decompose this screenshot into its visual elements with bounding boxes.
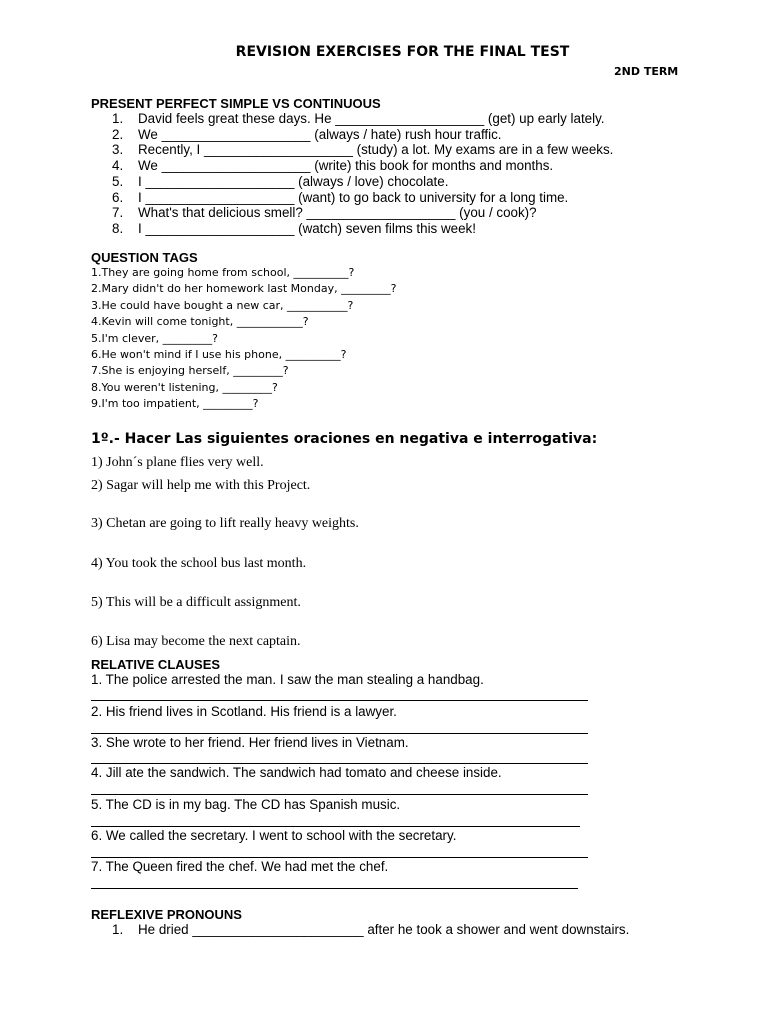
relative-clause-item: 7. The Queen fired the chef. We had met the chef. xyxy=(91,859,389,874)
list-item: 1. He dried _______________________ after he took a shower and went downstairs. xyxy=(112,922,630,937)
question-tag-item: 3.He could have bought a new car, ___________? xyxy=(91,298,354,312)
present-perfect-heading: PRESENT PERFECT SIMPLE VS CONTINUOUS xyxy=(91,96,381,111)
sentence-item: 6) Lisa may become the next captain. xyxy=(91,634,301,649)
sentence-item: 2) Sagar will help me with this Project. xyxy=(91,478,311,493)
question-tag-item: 9.I'm too impatient, _________? xyxy=(91,397,259,411)
list-item: 6. I ____________________ (want) to go back to university for a long time. xyxy=(112,189,569,205)
negative-interrogative-heading: 1º.- Hacer Las siguientes oraciones en negativa e interrogativa: xyxy=(91,431,598,447)
answer-line[interactable] xyxy=(91,733,588,734)
question-tag-item: 7.She is enjoying herself, _________? xyxy=(91,364,289,378)
answer-line[interactable] xyxy=(91,857,588,858)
list-item: 7. What's that delicious smell? ____________________ (you / cook)? xyxy=(112,205,537,221)
relative-clause-item: 2. His friend lives in Scotland. His friend is a lawyer. xyxy=(91,704,397,719)
sentence-item: 4) You took the school bus last month. xyxy=(91,556,307,571)
relative-clauses-heading: RELATIVE CLAUSES xyxy=(91,657,221,672)
list-item: 5. I ____________________ (always / love) chocolate. xyxy=(112,173,449,189)
list-item: 8. I ____________________ (watch) seven films this week! xyxy=(112,220,476,236)
relative-clause-item: 4. Jill ate the sandwich. The sandwich had tomato and cheese inside. xyxy=(91,765,502,780)
answer-line[interactable] xyxy=(91,794,588,795)
question-tag-item: 8.You weren't listening, _________? xyxy=(91,380,278,394)
answer-line[interactable] xyxy=(91,826,580,827)
sentence-item: 5) This will be a difficult assignment. xyxy=(91,595,301,610)
question-tag-item: 6.He won't mind if I use his phone, __________? xyxy=(91,348,347,361)
reflexive-pronouns-heading: REFLEXIVE PRONOUNS xyxy=(91,907,242,922)
question-tags-heading: QUESTION TAGS xyxy=(91,250,198,265)
relative-clause-item: 6. We called the secretary. I went to school with the secretary. xyxy=(91,828,457,843)
sentence-item: 1) John´s plane flies very well. xyxy=(91,455,264,470)
relative-clause-item: 3. She wrote to her friend. Her friend lives in Vietnam. xyxy=(91,735,409,750)
sentence-item: 3) Chetan are going to lift really heavy weights. xyxy=(91,516,359,531)
term-label: 2ND TERM xyxy=(614,65,679,78)
relative-clause-item: 1. The police arrested the man. I saw the man stealing a handbag. xyxy=(91,672,484,687)
answer-line[interactable] xyxy=(91,763,588,764)
answer-line[interactable] xyxy=(91,888,578,889)
question-tag-item: 1.They are going home from school, __________? xyxy=(91,266,355,279)
list-item: 2. We ____________________ (always / hate) rush hour traffic. xyxy=(112,126,502,142)
list-item: 1. David feels great these days. He ____________________ (get) up early lately. xyxy=(112,111,605,126)
question-tag-item: 5.I'm clever, _________? xyxy=(91,331,218,345)
list-item: 4. We ____________________ (write) this book for months and months. xyxy=(112,158,554,174)
question-tag-item: 2.Mary didn't do her homework last Monday, _________? xyxy=(91,282,397,296)
list-item: 3. Recently, I ____________________ (study) a lot. My exams are in a few weeks. xyxy=(112,142,614,158)
answer-line[interactable] xyxy=(91,700,588,701)
page-title: REVISION EXERCISES FOR THE FINAL TEST xyxy=(235,44,570,60)
relative-clause-item: 5. The CD is in my bag. The CD has Spanish music. xyxy=(91,797,401,812)
question-tag-item: 4.Kevin will come tonight, ____________? xyxy=(91,315,309,329)
